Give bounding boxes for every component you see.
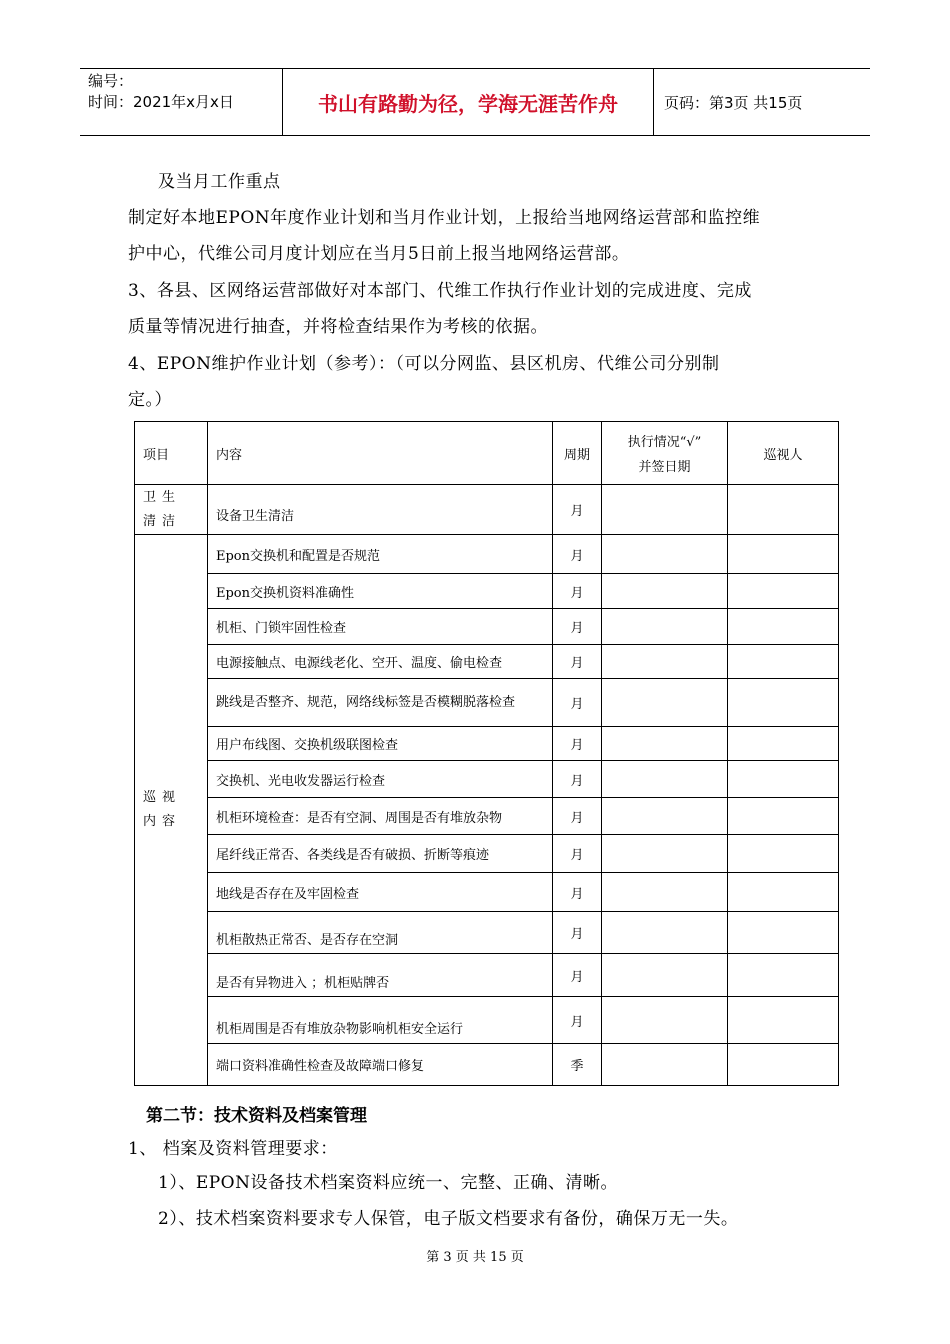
row-inspector-cell [728, 679, 839, 727]
row-inspector-cell [728, 997, 839, 1044]
row-execution-cell [602, 535, 728, 574]
row-inspector-cell [728, 609, 839, 645]
row-execution-cell [602, 798, 728, 835]
row-period: 月 [553, 873, 602, 912]
row-period: 月 [553, 727, 602, 761]
header-execution [602, 422, 728, 485]
table-row [135, 574, 839, 609]
row-execution-cell [602, 912, 728, 954]
header-inspector: 巡视人 [728, 422, 839, 485]
body-line-1: 及当月工作重点 [158, 172, 281, 192]
row-period: 月 [553, 645, 602, 679]
row-period: 月 [553, 997, 602, 1044]
row-execution-cell [602, 679, 728, 727]
row-period: 月 [553, 835, 602, 873]
row-period: 月 [553, 954, 602, 997]
row-execution-cell [602, 485, 728, 535]
row-period: 月 [553, 798, 602, 835]
body-line-2: 制定好本地EPON年度作业计划和当月作业计划，上报给当地网络运营部和监控维 [128, 208, 761, 228]
table-row [135, 761, 839, 798]
group-name-inspection: 巡视内容 [135, 535, 208, 1086]
table-row [135, 535, 839, 574]
row-inspector-cell [728, 761, 839, 798]
table-row [135, 727, 839, 761]
row-execution-cell [602, 761, 728, 798]
header-meta [80, 69, 283, 135]
header-motto: 书山有路勤为径，学海无涯苦作舟 [283, 69, 654, 135]
table-header-row [135, 422, 839, 485]
row-content: 机柜环境检查：是否有空洞、周围是否有堆放杂物 [208, 798, 553, 835]
number-label: 编号： [88, 72, 134, 90]
body-line-3: 护中心，代维公司月度计划应在当月5日前上报当地网络运营部。 [128, 244, 630, 264]
row-execution-cell [602, 727, 728, 761]
time-label: 时间：2021年x月x日 [88, 93, 234, 111]
table-row [135, 1044, 839, 1086]
row-content: 交换机、光电收发器运行检查 [208, 761, 553, 798]
row-period: 月 [553, 679, 602, 727]
page-footer: 第 3 页 共 15 页 [426, 1250, 524, 1265]
section2-item1: 1、 档案及资料管理要求： [128, 1139, 338, 1159]
row-inspector-cell [728, 954, 839, 997]
table-row [135, 873, 839, 912]
table-row [135, 485, 839, 535]
header-execution-line1: 执行情况“√” [627, 435, 702, 450]
row-inspector-cell [728, 873, 839, 912]
header-content: 内容 [208, 422, 553, 485]
table-row [135, 954, 839, 997]
row-content: 机柜散热正常否、是否存在空洞 [208, 912, 553, 954]
row-content: 跳线是否整齐、规范，网络线标签是否模糊脱落检查 [208, 679, 553, 727]
row-inspector-cell [728, 574, 839, 609]
table-row [135, 645, 839, 679]
table-row [135, 679, 839, 727]
row-inspector-cell [728, 645, 839, 679]
row-period: 月 [553, 912, 602, 954]
row-execution-cell [602, 873, 728, 912]
row-inspector-cell [728, 912, 839, 954]
row-execution-cell [602, 609, 728, 645]
row-period: 月 [553, 574, 602, 609]
row-content: 机柜、门锁牢固性检查 [208, 609, 553, 645]
section2-title: 第二节：技术资料及档案管理 [146, 1106, 367, 1126]
body-line-4: 3、各县、区网络运营部做好对本部门、代维工作执行作业计划的完成进度、完成 [128, 281, 752, 301]
table-row [135, 835, 839, 873]
row-inspector-cell [728, 1044, 839, 1086]
body-line-7: 定。） [128, 390, 172, 410]
row-content: 尾纤线正常否、各类线是否有破损、折断等痕迹 [208, 835, 553, 873]
row-content: 端口资料准确性检查及故障端口修复 [208, 1044, 553, 1086]
row-period: 月 [553, 609, 602, 645]
group-name-hygiene: 卫生清洁 [135, 485, 208, 535]
row-period: 月 [553, 761, 602, 798]
row-content: 是否有异物进入 ；机柜贴牌否 [208, 954, 553, 997]
row-content: 用户布线图、交换机级联图检查 [208, 727, 553, 761]
header-page-info: 页码：第3页 共15页 [664, 93, 803, 112]
row-execution-cell [602, 997, 728, 1044]
table-row [135, 798, 839, 835]
row-period: 月 [553, 535, 602, 574]
section2-sub2: 2）、技术档案资料要求专人保管，电子版文档要求有备份，确保万无一失。 [158, 1209, 739, 1229]
table-row [135, 997, 839, 1044]
header-period: 周期 [553, 422, 602, 485]
row-content: 地线是否存在及牢固检查 [208, 873, 553, 912]
row-content: 设备卫生清洁 [208, 485, 553, 535]
row-inspector-cell [728, 835, 839, 873]
row-content: 电源接触点、电源线老化、空开、温度、偷电检查 [208, 645, 553, 679]
header-execution-line2: 并签日期 [638, 460, 691, 475]
table-row [135, 912, 839, 954]
row-period: 月 [553, 485, 602, 535]
header-item: 项目 [135, 422, 208, 485]
row-execution-cell [602, 954, 728, 997]
body-line-6: 4、EPON维护作业计划（参考）：（可以分网监、县区机房、代维公司分别制 [128, 354, 720, 374]
row-execution-cell [602, 574, 728, 609]
row-period: 季 [553, 1044, 602, 1086]
row-inspector-cell [728, 727, 839, 761]
row-inspector-cell [728, 485, 839, 535]
maintenance-plan-table [134, 421, 839, 1086]
section2-sub1: 1）、EPON设备技术档案资料应统一、完整、正确、清晰。 [158, 1173, 618, 1193]
page-header [80, 68, 870, 136]
row-execution-cell [602, 645, 728, 679]
row-content: Epon交换机和配置是否规范 [208, 535, 553, 574]
table-row [135, 609, 839, 645]
row-execution-cell [602, 1044, 728, 1086]
body-line-5: 质量等情况进行抽查，并将检查结果作为考核的依据。 [128, 317, 548, 337]
row-inspector-cell [728, 535, 839, 574]
row-execution-cell [602, 835, 728, 873]
row-inspector-cell [728, 798, 839, 835]
row-content: 机柜周围是否有堆放杂物影响机柜安全运行 [208, 997, 553, 1044]
row-content: Epon交换机资料准确性 [208, 574, 553, 609]
